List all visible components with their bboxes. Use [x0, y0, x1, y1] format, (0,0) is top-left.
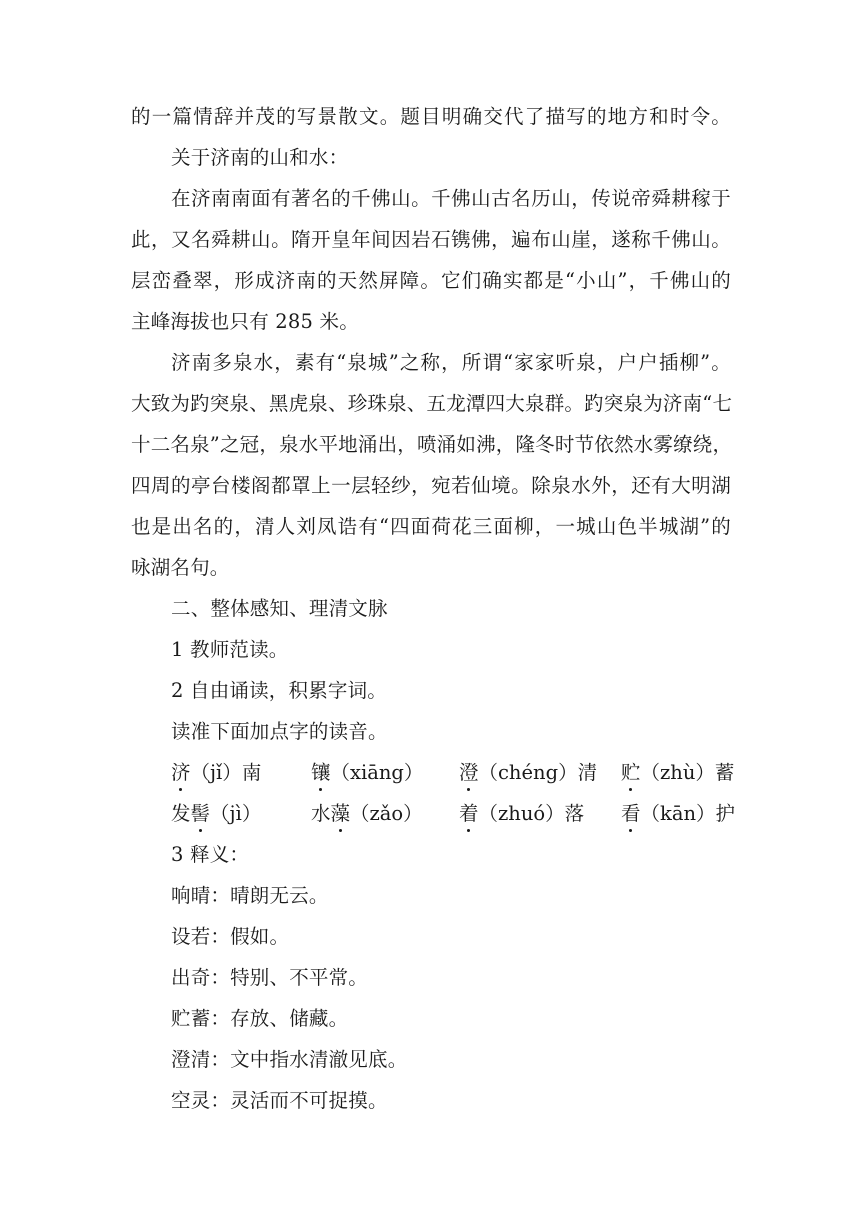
definition-item: 设若：假如。	[171, 925, 290, 948]
pronunciation-item: 贮（zhù）蓄	[621, 752, 734, 793]
paragraph-line: 四周的亭台楼阁都罩上一层轻纱，宛若仙境。除泉水外，还有大明湖	[131, 474, 731, 497]
pronunciation-row-1	[131, 752, 735, 793]
pronunciation-item: 济（jǐ）南	[171, 752, 261, 793]
paragraph-line: 也是出名的，清人刘凤诰有“四面荷花三面柳，一城山色半城湖”的	[131, 515, 731, 538]
document-body	[131, 96, 736, 1121]
paragraph-line: 层峦叠翠，形成济南的天然屏障。它们确实都是“小山”，千佛山的	[131, 269, 731, 292]
paragraph-line: 在济南南面有著名的千佛山。千佛山古名历山，传说帝舜耕稼于	[171, 187, 731, 210]
definition-item: 澄清：文中指水清澈见底。	[171, 1048, 408, 1071]
pronunciation-item: 澄（chéng）清	[459, 752, 597, 793]
definition-item: 响晴：晴朗无云。	[171, 884, 329, 907]
paragraph-line: 大致为趵突泉、黑虎泉、珍珠泉、五龙潭四大泉群。趵突泉为济南“七	[131, 392, 733, 415]
step-teacher-reading: 1 教师范读。	[171, 638, 289, 661]
step-free-reading: 2 自由诵读，积累字词。	[171, 679, 388, 702]
pronunciation-item: 着（zhuó）落	[459, 793, 584, 834]
pronunciation-item: 看（kān）护	[621, 793, 735, 834]
pronunciation-item: 水藻（zǎo）	[311, 793, 423, 834]
dotted-char: 贮	[621, 752, 641, 793]
dotted-char: 藻	[331, 793, 351, 834]
paragraph-line: 济南多泉水，素有“泉城”之称，所谓“家家听泉，户户插柳”。	[171, 351, 731, 374]
intro-line: 的一篇情辞并茂的写景散文。题目明确交代了描写的地方和时令。	[131, 105, 731, 128]
paragraph-line: 此，又名舜耕山。隋开皇年间因岩石镌佛，遍布山崖，遂称千佛山。	[131, 228, 731, 251]
paragraph-line: 主峰海拔也只有 285 米。	[131, 310, 359, 333]
pronunciation-intro: 读准下面加点字的读音。	[171, 720, 388, 743]
dotted-char: 看	[621, 793, 641, 834]
definition-item: 贮蓄：存放、储藏。	[171, 1007, 349, 1030]
section-heading: 二、整体感知、理清文脉	[171, 597, 388, 620]
paragraph-mountain	[131, 178, 731, 342]
pronunciation-item: 发髻（jì）	[171, 793, 261, 834]
dotted-char: 髻	[191, 793, 211, 834]
dotted-char: 镶	[311, 752, 331, 793]
dotted-char: 济	[171, 752, 191, 793]
definition-item: 出奇：特别、不平常。	[171, 966, 369, 989]
step-definitions: 3 释义：	[171, 843, 250, 866]
dotted-char: 着	[459, 793, 479, 834]
heading-mountains-water: 关于济南的山和水：	[171, 146, 349, 169]
paragraph-line: 十二名泉”之冠，泉水平地涌出，喷涌如沸，隆冬时节依然水雾缭绕，	[131, 433, 733, 456]
paragraph-spring	[131, 342, 731, 588]
dotted-char: 澄	[459, 752, 479, 793]
definition-list	[131, 875, 731, 1121]
paragraph-line: 咏湖名句。	[131, 556, 230, 579]
pronunciation-row-2	[131, 793, 736, 834]
definition-item: 空灵：灵活而不可捉摸。	[171, 1089, 388, 1112]
pronunciation-item: 镶（xiāng）	[311, 752, 423, 793]
